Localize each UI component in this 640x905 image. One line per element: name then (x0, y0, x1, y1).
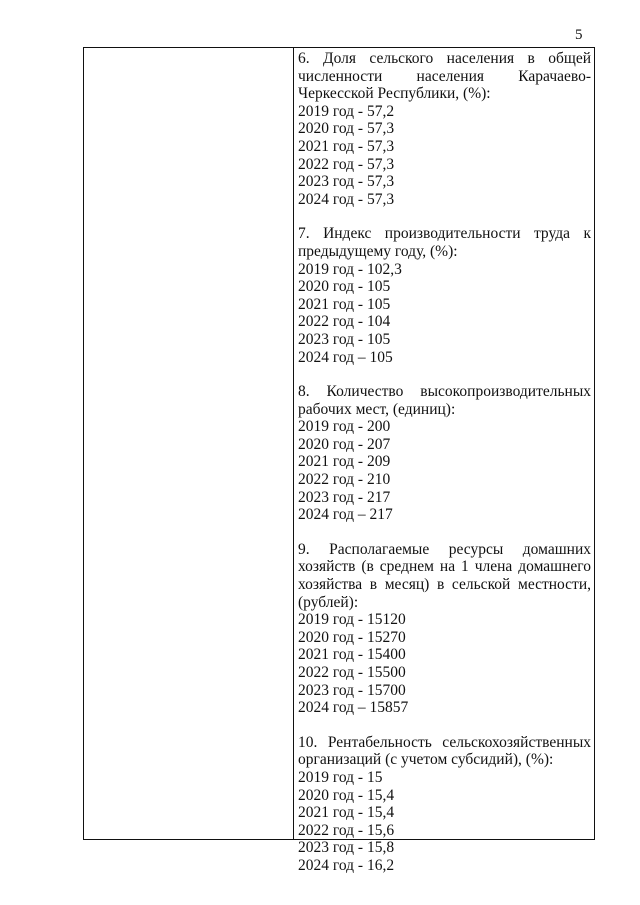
indicator-block (298, 225, 591, 366)
indicator-entry: 2020 год - 15270 (298, 628, 406, 646)
indicator-entry: 2022 год - 15500 (298, 664, 406, 681)
indicator-entry: 2019 год - 15120 (298, 611, 406, 629)
indicator-entry: 2019 год - 15 (298, 768, 383, 786)
indicator-entry: 2023 год - 57,3 (298, 173, 395, 191)
indicator-title: 9. Располагаемые ресурсы домашних хозяйств (в среднем на 1 члена домашнего хозяйства в месяц) в сельской местности, (рублей): (298, 540, 591, 611)
indicator-entry: 2020 год - 15,4 (298, 786, 395, 804)
page-number: 5 (575, 27, 583, 43)
indicator-block (298, 734, 591, 875)
indicator-entry: 2021 год - 15,4 (298, 804, 395, 822)
indicator-entry: 2024 год - 57,3 (298, 190, 395, 208)
indicator-entry: 2021 год - 209 (298, 453, 391, 471)
indicator-title: 6. Доля сельского населения в общей численности населения Карачаево-Черкесской Республики, (%): (298, 50, 591, 103)
indicator-entry: 2024 год - 16,2 (298, 856, 395, 874)
table-right-column (294, 48, 594, 874)
indicator-entry: 2019 год - 200 (298, 418, 391, 436)
indicator-entry: 2024 год – 15857 (298, 699, 409, 717)
indicator-entry: 2020 год - 207 (298, 435, 391, 453)
indicator-entry: 2023 год - 217 (298, 488, 391, 506)
indicator-title: 10. Рентабельность сельскохозяйственных организаций (с учетом субсидий), (%): (298, 733, 591, 769)
indicator-title: 7. Индекс производительности труда к предыдущему году, (%): (298, 225, 591, 260)
indicator-entry: 2022 год - 57,3 (298, 155, 395, 173)
indicator-title: 8. Количество высокопроизводительных рабочих мест, (единиц): (298, 383, 591, 418)
indicator-entry: 2019 год - 57,2 (298, 102, 395, 120)
indicator-entry: 2020 год - 105 (298, 278, 391, 296)
indicator-entry: 2020 год - 57,3 (298, 120, 395, 138)
indicator-entry: 2022 год - 104 (298, 313, 391, 331)
indicator-entry: 2021 год - 105 (298, 295, 391, 313)
indicator-entry: 2023 год - 15700 (298, 681, 406, 699)
indicator-entry: 2019 год - 102,3 (298, 260, 402, 278)
indicator-entry: 2023 год - 15,8 (298, 839, 395, 857)
indicator-block (298, 541, 591, 717)
indicator-entry: 2022 год - 210 (298, 471, 391, 489)
indicator-block (298, 50, 591, 208)
indicator-entry: 2023 год - 105 (298, 330, 391, 348)
indicator-entry: 2021 год - 57,3 (298, 137, 395, 155)
indicator-block (298, 383, 591, 524)
indicator-entry: 2022 год - 15,6 (298, 821, 395, 839)
indicator-entry: 2024 год – 105 (298, 348, 393, 366)
indicator-entry: 2021 год - 15400 (298, 646, 406, 664)
table-left-column (84, 48, 294, 839)
indicator-table (83, 47, 595, 874)
indicator-entry: 2024 год – 217 (298, 506, 393, 524)
